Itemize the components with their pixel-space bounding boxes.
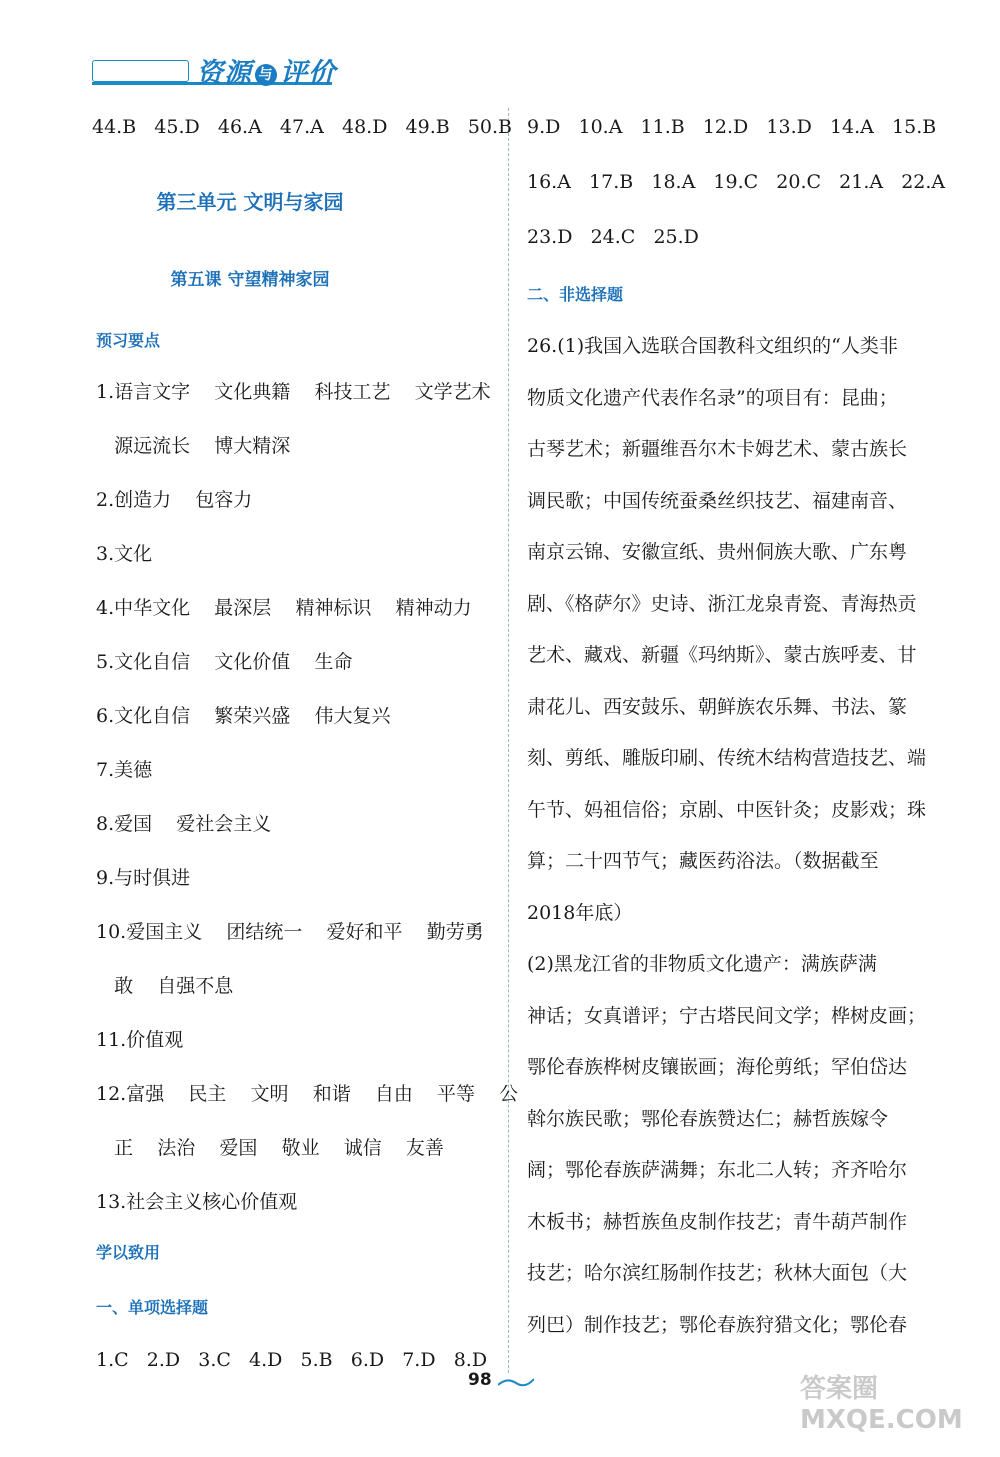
preview-line: 6.文化自信 繁荣兴盛 伟大复兴 [96, 705, 391, 727]
answer-text-line: 南京云锦、安徽宣纸、贵州侗族大歌、广东粤 [527, 541, 908, 563]
preview-line: 3.文化 [96, 543, 153, 565]
answer-text-line: 木板书；赫哲族鱼皮制作技艺；青牛葫芦制作 [527, 1210, 908, 1233]
answer-text-line: 艺术、藏戏、新疆《玛纳斯》、蒙古族呼麦、甘 [527, 644, 917, 666]
lesson-title: 第五课 守望精神家园 [170, 270, 330, 290]
page-header [92, 46, 342, 89]
answer-text-line: 26.(1)我国入选联合国教科文组织的“人类非 [527, 335, 898, 357]
section-single-choice: 一、单项选择题 [96, 1298, 209, 1317]
answer-text-line: 物质文化遗产代表作名录”的项目有：昆曲； [527, 386, 898, 409]
preview-line: 7.美德 [96, 759, 153, 781]
answer-line: 9.D 10.A 11.B 12.D 13.D 14.A 15.B [527, 116, 937, 138]
answer-text-line: 算；二十四节气；藏医药浴法。（数据截至 [527, 850, 879, 872]
preview-line: 9.与时俱进 [96, 867, 191, 889]
header-box [92, 60, 189, 82]
single-choice-answers: 1.C 2.D 3.C 4.D 5.B 6.D 7.D 8.D [96, 1349, 488, 1371]
answer-text-line: 午节、妈祖信俗；京剧、中医针灸；皮影戏；珠 [527, 798, 927, 821]
answer-text-line: 古琴艺术；新疆维吾尔木卡姆艺术、蒙古族长 [527, 438, 908, 460]
section-preview: 预习要点 [96, 331, 161, 350]
answer-text-line: 刻、剪纸、雕版印刷、传统木结构营造技艺、端 [527, 747, 927, 769]
preview-line: 2.创造力 包容力 [96, 489, 253, 511]
answer-text-line: (2)黑龙江省的非物质文化遗产：满族萨满 [527, 953, 877, 975]
answer-text-line: 列巴）制作技艺；鄂伦春族狩猎文化；鄂伦春 [527, 1313, 908, 1336]
answer-line: 16.A 17.B 18.A 19.C 20.C 21.A 22.A [527, 171, 946, 193]
header-title-mid: 与 [255, 64, 277, 86]
preview-line: 源远流长 博大精深 [96, 435, 291, 457]
answer-text-line: 鄂伦春族桦树皮镶嵌画；海伦剪纸；罕伯岱达 [527, 1056, 908, 1078]
column-divider [508, 108, 509, 1373]
answer-text-line: 斡尔族民歌；鄂伦春族赞达仁；赫哲族嫁令 [527, 1107, 889, 1130]
unit-title: 第三单元 文明与家园 [156, 190, 344, 214]
preview-line: 敢 自强不息 [96, 975, 234, 997]
answer-text-line: 神话；女真谱评；宁古塔民间文学；桦树皮画； [527, 1004, 927, 1027]
header-title [196, 51, 336, 90]
section-non-choice: 二、非选择题 [527, 285, 624, 304]
preview-line: 12.富强 民主 文明 和谐 自由 平等 公 [96, 1083, 519, 1105]
watermark: 答案圈 MXQE.COM [800, 1374, 963, 1435]
section-apply: 学以致用 [96, 1243, 161, 1262]
preview-line: 8.爱国 爱社会主义 [96, 813, 272, 835]
answer-text-line: 肃花儿、西安鼓乐、朝鲜族农乐舞、书法、篆 [527, 695, 908, 718]
top-answers: 44.B 45.D 46.A 47.A 48.D 49.B 50.B [92, 116, 513, 138]
header-title-left: 资源 [196, 58, 252, 89]
preview-line: 5.文化自信 文化价值 生命 [96, 651, 353, 673]
page-number: 98 [468, 1370, 492, 1390]
preview-line: 13.社会主义核心价值观 [96, 1191, 298, 1213]
preview-line: 正 法治 爱国 敬业 诚信 友善 [96, 1137, 444, 1159]
preview-line: 11.价值观 [96, 1029, 184, 1051]
page-wave-icon [498, 1375, 534, 1389]
answer-line: 23.D 24.C 25.D [527, 226, 699, 248]
preview-line: 4.中华文化 最深层 精神标识 精神动力 [96, 597, 472, 619]
answer-text-line: 剧、《格萨尔》史诗、浙江龙泉青瓷、青海热贡 [527, 592, 917, 615]
answer-text-line: 调民歌；中国传统蚕桑丝织技艺、福建南音、 [527, 489, 908, 512]
header-title-right: 评价 [280, 58, 336, 89]
answer-text-line: 技艺；哈尔滨红肠制作技艺；秋林大面包（大 [527, 1262, 908, 1284]
answer-text-line: 阔；鄂伦春族萨满舞；东北二人转；齐齐哈尔 [527, 1159, 908, 1181]
preview-line: 10.爱国主义 团结统一 爱好和平 勤劳勇 [96, 921, 484, 943]
preview-line: 1.语言文字 文化典籍 科技工艺 文学艺术 [96, 381, 491, 403]
answer-text-line: 2018年底） [527, 901, 633, 924]
